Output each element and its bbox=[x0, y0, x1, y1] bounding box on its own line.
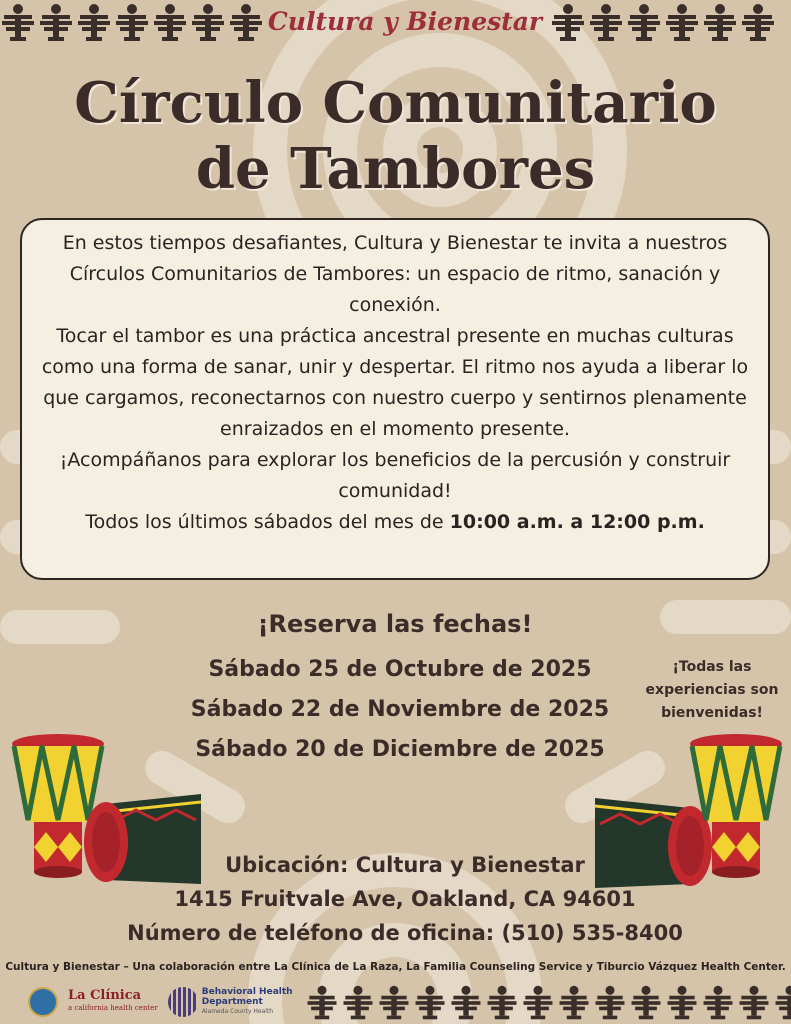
bird-glyph-icon bbox=[377, 984, 411, 1022]
description-paragraph-3: ¡Acompáñanos para explorar los beneficios de la percusión y construir comunidad! bbox=[59, 449, 731, 502]
date-item: Sábado 22 de Noviembre de 2025 bbox=[190, 697, 610, 722]
description-paragraph-2: Tocar el tambor es una práctica ancestral presente en muchas culturas como una forma de sanar, unir y despertar. El ritmo nos ayuda a liberar lo que cargamos, reconectarnos con nuestro cuerpo y sentirnos plenamente enraizados en el momento presente. bbox=[41, 325, 749, 440]
bh-text bbox=[202, 987, 293, 1017]
bird-glyph-icon bbox=[341, 984, 375, 1022]
bird-glyph-icon bbox=[114, 2, 150, 44]
bird-glyph-icon bbox=[665, 984, 699, 1022]
behavioral-health-logo bbox=[168, 987, 293, 1017]
bird-glyph-icon bbox=[773, 984, 791, 1022]
bottom-bird-border bbox=[305, 984, 791, 1022]
reserve-heading: ¡Reserva las fechas! bbox=[257, 610, 533, 638]
schedule-line bbox=[28, 507, 762, 538]
partner-logos bbox=[28, 984, 293, 1020]
date-item: Sábado 25 de Octubre de 2025 bbox=[208, 657, 592, 682]
bird-glyph-icon bbox=[305, 984, 339, 1022]
bird-glyph-icon bbox=[228, 2, 264, 44]
bird-glyph-icon bbox=[550, 2, 586, 44]
drum-icon bbox=[686, 732, 786, 882]
bh-name-line: Behavioral Health bbox=[201, 987, 293, 997]
bird-glyph-icon bbox=[629, 984, 663, 1022]
bird-glyph-icon bbox=[557, 984, 591, 1022]
venue-line: Ubicación: Cultura y Bienestar bbox=[225, 853, 585, 877]
bird-glyph-icon bbox=[190, 2, 226, 44]
bird-glyph-icon bbox=[701, 984, 735, 1022]
bird-glyph-icon bbox=[740, 2, 776, 44]
dates-list bbox=[150, 650, 650, 770]
schedule-prefix: Todos los últimos sábados del mes de bbox=[85, 511, 444, 533]
date-item: Sábado 20 de Diciembre de 2025 bbox=[195, 737, 605, 762]
phone-line: Número de teléfono de oficina: (510) 535-8400 bbox=[127, 921, 683, 945]
bird-glyph-icon bbox=[737, 984, 771, 1022]
bh-name-line: Department bbox=[201, 997, 263, 1007]
address-line: 1415 Fruitvale Ave, Oakland, CA 94601 bbox=[174, 887, 636, 911]
clinica-name: La Clínica bbox=[68, 988, 142, 1003]
bh-mark-icon bbox=[168, 987, 198, 1017]
la-clinica-logo bbox=[68, 989, 158, 1015]
footer-collaboration-note: Cultura y Bienestar – Una colaboración entre La Clínica de La Raza, La Familia Counseling Service y Tiburcio Vázquez Health Center. bbox=[5, 961, 786, 973]
description-paragraph-1: En estos tiempos desafiantes, Cultura y Bienestar te invita a nuestros Círculos Comunitarios de Tambores: un espacio de ritmo, sanación y conexión. bbox=[62, 232, 728, 316]
bird-glyph-icon bbox=[702, 2, 738, 44]
description-box bbox=[20, 218, 770, 580]
bird-glyph-icon bbox=[449, 984, 483, 1022]
schedule-time: 10:00 a.m. a 12:00 p.m. bbox=[449, 511, 705, 533]
program-name-header: Cultura y Bienestar bbox=[267, 7, 543, 36]
bh-subtitle: Alameda County Health bbox=[201, 1008, 274, 1015]
bird-glyph-icon bbox=[593, 984, 627, 1022]
title-line-2: de Tambores bbox=[195, 136, 596, 202]
bird-glyph-icon bbox=[38, 2, 74, 44]
bird-glyph-icon bbox=[521, 984, 555, 1022]
welcome-note-line: experiencias son bbox=[645, 682, 779, 698]
bird-glyph-icon bbox=[76, 2, 112, 44]
bird-glyph-icon bbox=[664, 2, 700, 44]
location-block bbox=[110, 848, 700, 950]
bird-glyph-icon bbox=[588, 2, 624, 44]
bird-glyph-icon bbox=[0, 2, 36, 44]
top-bird-border-left bbox=[0, 2, 264, 46]
page-title bbox=[20, 70, 771, 202]
title-line-1: Círculo Comunitario bbox=[74, 70, 717, 136]
welcome-note-line: bienvenidas! bbox=[661, 705, 763, 721]
top-bird-border-right bbox=[550, 2, 776, 46]
bird-glyph-icon bbox=[485, 984, 519, 1022]
welcome-note bbox=[636, 656, 788, 725]
bird-glyph-icon bbox=[413, 984, 447, 1022]
bird-glyph-icon bbox=[152, 2, 188, 44]
bird-glyph-icon bbox=[626, 2, 662, 44]
welcome-note-line: ¡Todas las bbox=[672, 659, 752, 675]
seal-icon bbox=[28, 987, 58, 1017]
clinica-tagline: a california health center bbox=[68, 1004, 158, 1012]
